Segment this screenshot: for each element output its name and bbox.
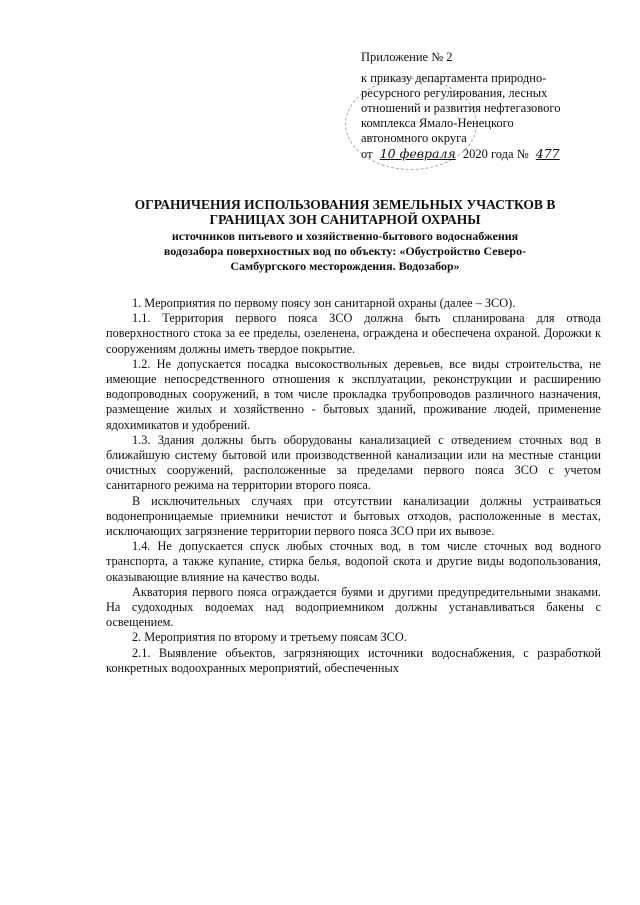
paragraph: 1.2. Не допускается посадка высокоствольных деревьев, все виды строительства, не имеющие непосредственного отношения к эксплуатации, реконструкции и расширению водопроводных сооружений, в том числе прокладка трубопроводов различного назначения, размещение жилых и хозяйственно - бытовых зданий, проживание людей, применение ядохимикатов и удобрений. (106, 356, 601, 432)
paragraph: 1.3. Здания должны быть оборудованы канализацией с отведением сточных вод в ближайшую систему бытовой или производственной канализации или на местные станции очистных сооружений, расположенные за пределами первого пояса ЗСО с учетом санитарного режима на территории второго пояса. (106, 432, 601, 493)
order-date-line (361, 146, 611, 162)
appendix-line: отношений и развития нефтегазового (361, 101, 561, 115)
appendix-line: ресурсного регулирования, лесных (361, 86, 548, 100)
paragraph: 2. Мероприятия по второму и третьему поясам ЗСО. (132, 630, 407, 645)
document-subheading (110, 229, 580, 274)
handwritten-number: 477 (535, 146, 560, 161)
appendix-line: автономного округа (361, 131, 467, 145)
appendix-line: комплекса Ямало-Ненецкого (361, 116, 514, 130)
paragraph: 1. Мероприятия по первому поясу зон санитарной охраны (далее – ЗСО). (132, 296, 516, 310)
paragraph: 1.1. Территория первого пояса ЗСО должна быть спланирована для отвода поверхностного стока за ее пределы, озеленена, ограждена и обеспечена охраной. Дорожки к сооружениям должны иметь твердое покрытие. (106, 311, 601, 356)
date-prefix: от (361, 147, 373, 161)
document-heading (110, 197, 580, 227)
subheading-line: Самбургского месторождения. Водозабор» (230, 259, 460, 273)
paragraph: В исключительных случаях при отсутствии канализации должны устраиваться водонепроницаемые приемники нечистот и бытовых отходов, расположенные в местах, исключающих загрязнение территории первого пояса ЗСО при их вывозе. (106, 493, 601, 539)
date-suffix: 2020 года № (462, 147, 529, 161)
handwritten-date: 10 февраля (379, 146, 456, 161)
appendix-title: Приложение № 2 (361, 50, 453, 64)
paragraph: Акватория первого пояса ограждается буями и другими предупредительными знаками. На судоходных водоемах над водоприемником должны устанавливаться бакены с освещением. (106, 584, 601, 630)
paragraph: 1.4. Не допускается спуск любых сточных вод, в том числе сточных вод водного транспорта, а также купание, стирка белья, водопой скота и другие виды водопользования, оказывающие влияние на качество воды. (106, 539, 601, 584)
paragraph: 2.1. Выявление объектов, загрязняющих источники водоснабжения, с разработкой конкретных водоохранных мероприятий, обеспеченных (106, 645, 601, 675)
heading-line: ГРАНИЦАХ ЗОН САНИТАРНОЙ ОХРАНЫ (209, 212, 481, 227)
document-body (106, 296, 601, 676)
subheading-line: водозабора поверхностных вод по объекту: «Обустройство Северо- (163, 244, 527, 258)
appendix-line: к приказу департамента природно- (361, 71, 547, 85)
subheading-line: источников питьевого и хозяйственно-бытового водоснабжения (171, 229, 519, 243)
appendix-block (361, 50, 611, 162)
heading-line: ОГРАНИЧЕНИЯ ИСПОЛЬЗОВАНИЯ ЗЕМЕЛЬНЫХ УЧАСТКОВ В (134, 197, 556, 212)
